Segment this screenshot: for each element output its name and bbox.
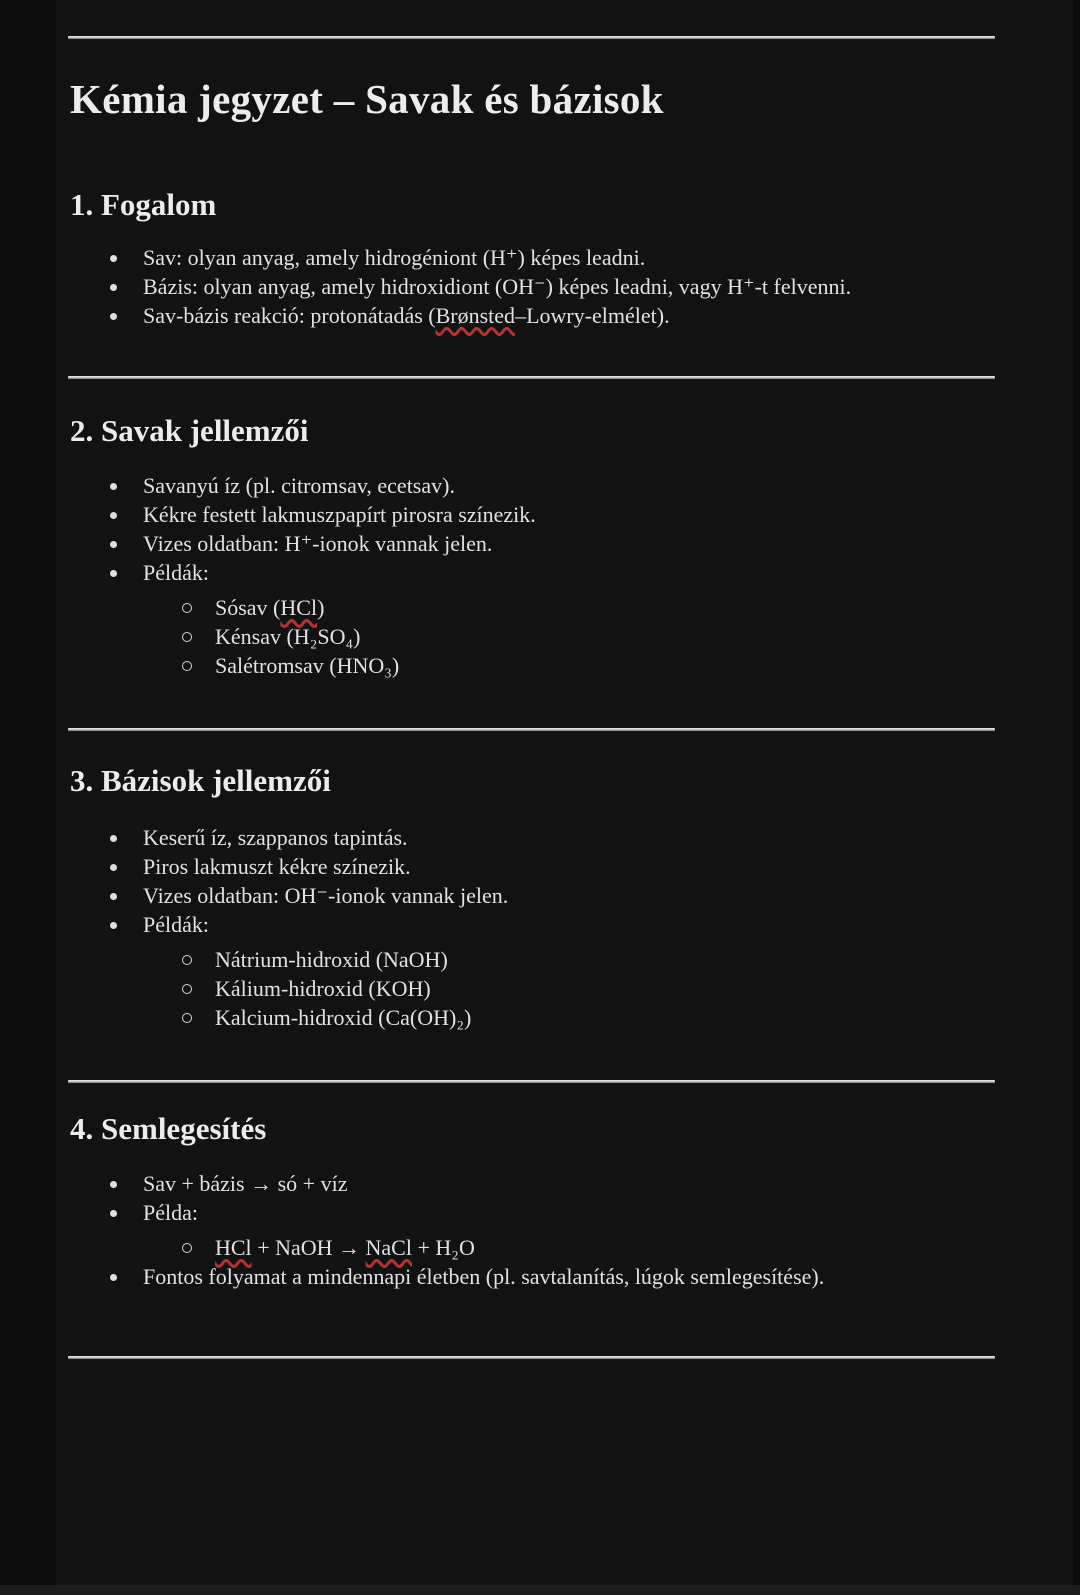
bullet-list — [68, 243, 995, 330]
bullet-marker — [110, 1210, 117, 1217]
list-item — [68, 622, 995, 651]
list-item — [68, 1003, 995, 1032]
text-segment: Sav + bázis → só + víz — [143, 1171, 348, 1196]
text-segment: –Lowry-elmélet). — [515, 303, 670, 328]
sub-bullet-marker — [182, 1013, 192, 1023]
list-item — [68, 500, 995, 529]
item-text — [143, 883, 508, 908]
item-text — [143, 303, 670, 328]
list-item — [68, 593, 995, 622]
bullet-list — [68, 471, 995, 680]
text-segment: ) — [317, 595, 325, 620]
item-text — [143, 912, 209, 937]
bullet-marker — [110, 541, 117, 548]
bullet-marker — [110, 255, 117, 262]
section — [68, 187, 995, 330]
section-heading: 4. Semlegesítés — [70, 1111, 267, 1146]
list-item — [68, 1169, 995, 1198]
sub-bullet-marker — [182, 1243, 192, 1253]
page-title: Kémia jegyzet – Savak és bázisok — [70, 76, 664, 122]
sub-bullet-marker — [182, 955, 192, 965]
bullet-list — [68, 1169, 995, 1291]
item-text — [215, 947, 448, 972]
item-text — [143, 531, 492, 556]
text-segment: Nátrium-hidroxid (NaOH) — [215, 947, 448, 972]
item-text — [215, 1235, 475, 1260]
misspelled-word: NaCl — [365, 1235, 412, 1260]
text-segment: Sósav ( — [215, 595, 281, 620]
text-segment: Példák: — [143, 912, 209, 937]
sub-bullet-marker — [182, 984, 192, 994]
list-item — [68, 881, 995, 910]
bullet-list — [68, 823, 995, 1032]
text-segment: Kénsav (H₂SO₄) — [215, 624, 361, 649]
separator-line — [68, 1356, 995, 1359]
bullet-marker — [110, 512, 117, 519]
list-item — [68, 272, 995, 301]
text-segment: Kalcium-hidroxid (Ca(OH)₂) — [215, 1005, 472, 1030]
list-item — [68, 243, 995, 272]
text-segment: Kálium-hidroxid (KOH) — [215, 976, 431, 1001]
sub-bullet-marker — [182, 632, 192, 642]
item-text — [143, 1264, 824, 1289]
text-segment: + H₂O — [411, 1235, 475, 1260]
text-segment: + NaOH → — [251, 1235, 366, 1260]
item-text — [143, 1200, 198, 1225]
list-item — [68, 910, 995, 939]
section-heading: 3. Bázisok jellemzői — [70, 763, 331, 798]
list-item — [68, 823, 995, 852]
bullet-marker — [110, 313, 117, 320]
text-segment: Példák: — [143, 560, 209, 585]
text-segment: Piros lakmuszt kékre színezik. — [143, 854, 411, 879]
item-text — [215, 1005, 471, 1030]
section — [68, 413, 995, 680]
item-text — [143, 502, 536, 527]
item-text — [215, 976, 431, 1001]
text-segment: Vizes oldatban: H⁺-ionok vannak jelen. — [143, 531, 493, 556]
list-item — [68, 945, 995, 974]
list-item — [68, 1198, 995, 1227]
text-segment: Savanyú íz (pl. citromsav, ecetsav). — [143, 473, 455, 498]
section-heading: 1. Fogalom — [70, 187, 217, 222]
bottom-edge-bar — [0, 1585, 1080, 1595]
section — [68, 1111, 995, 1291]
bullet-marker — [110, 864, 117, 871]
item-text — [143, 854, 411, 879]
list-item — [68, 1233, 995, 1262]
section — [68, 763, 995, 1032]
item-text — [215, 653, 399, 678]
list-item — [68, 651, 995, 680]
list-item — [68, 301, 995, 330]
text-segment: Bázis: olyan anyag, amely hidroxidiont (OH⁻) képes leadni, vagy H⁺-t felvenni. — [143, 274, 852, 299]
bullet-marker — [110, 835, 117, 842]
misspelled-word: HCl — [280, 595, 318, 620]
text-segment: Vizes oldatban: OH⁻-ionok vannak jelen. — [143, 883, 509, 908]
text-segment: Sav-bázis reakció: protonátadás ( — [143, 303, 436, 328]
text-segment: Fontos folyamat a mindennapi életben (pl. savtalanítás, lúgok semlegesítése). — [143, 1264, 825, 1289]
misspelled-word: Brønsted — [435, 303, 516, 328]
sections-container — [68, 187, 995, 1359]
item-text — [143, 274, 851, 299]
sub-bullet-marker — [182, 603, 192, 613]
list-item — [68, 1262, 995, 1291]
list-item — [68, 529, 995, 558]
list-item — [68, 558, 995, 587]
bullet-marker — [110, 1274, 117, 1281]
list-item — [68, 471, 995, 500]
separator-line — [68, 728, 995, 731]
misspelled-word: HCl — [215, 1235, 252, 1260]
sub-bullet-marker — [182, 661, 192, 671]
text-segment: Kékre festett lakmuszpapírt pirosra színezik. — [143, 502, 536, 527]
list-item — [68, 852, 995, 881]
separator-line — [68, 376, 995, 379]
bullet-marker — [110, 893, 117, 900]
separator-line — [68, 36, 995, 39]
item-text — [143, 245, 645, 270]
item-text — [215, 624, 360, 649]
bullet-marker — [110, 284, 117, 291]
item-text — [143, 560, 209, 585]
bullet-marker — [110, 483, 117, 490]
bullet-marker — [110, 570, 117, 577]
separator-line — [68, 1080, 995, 1083]
text-segment: Sav: olyan anyag, amely hidrogéniont (H⁺) képes leadni. — [143, 245, 646, 270]
text-segment: Salétromsav (HNO₃) — [215, 653, 400, 678]
item-text — [143, 473, 455, 498]
text-segment: Keserű íz, szappanos tapintás. — [143, 825, 408, 850]
item-text — [215, 595, 324, 620]
list-item — [68, 974, 995, 1003]
section-heading: 2. Savak jellemzői — [70, 413, 309, 448]
item-text — [143, 825, 408, 850]
bullet-marker — [110, 1181, 117, 1188]
text-segment: Példa: — [143, 1200, 198, 1225]
bullet-marker — [110, 922, 117, 929]
item-text — [143, 1171, 347, 1196]
